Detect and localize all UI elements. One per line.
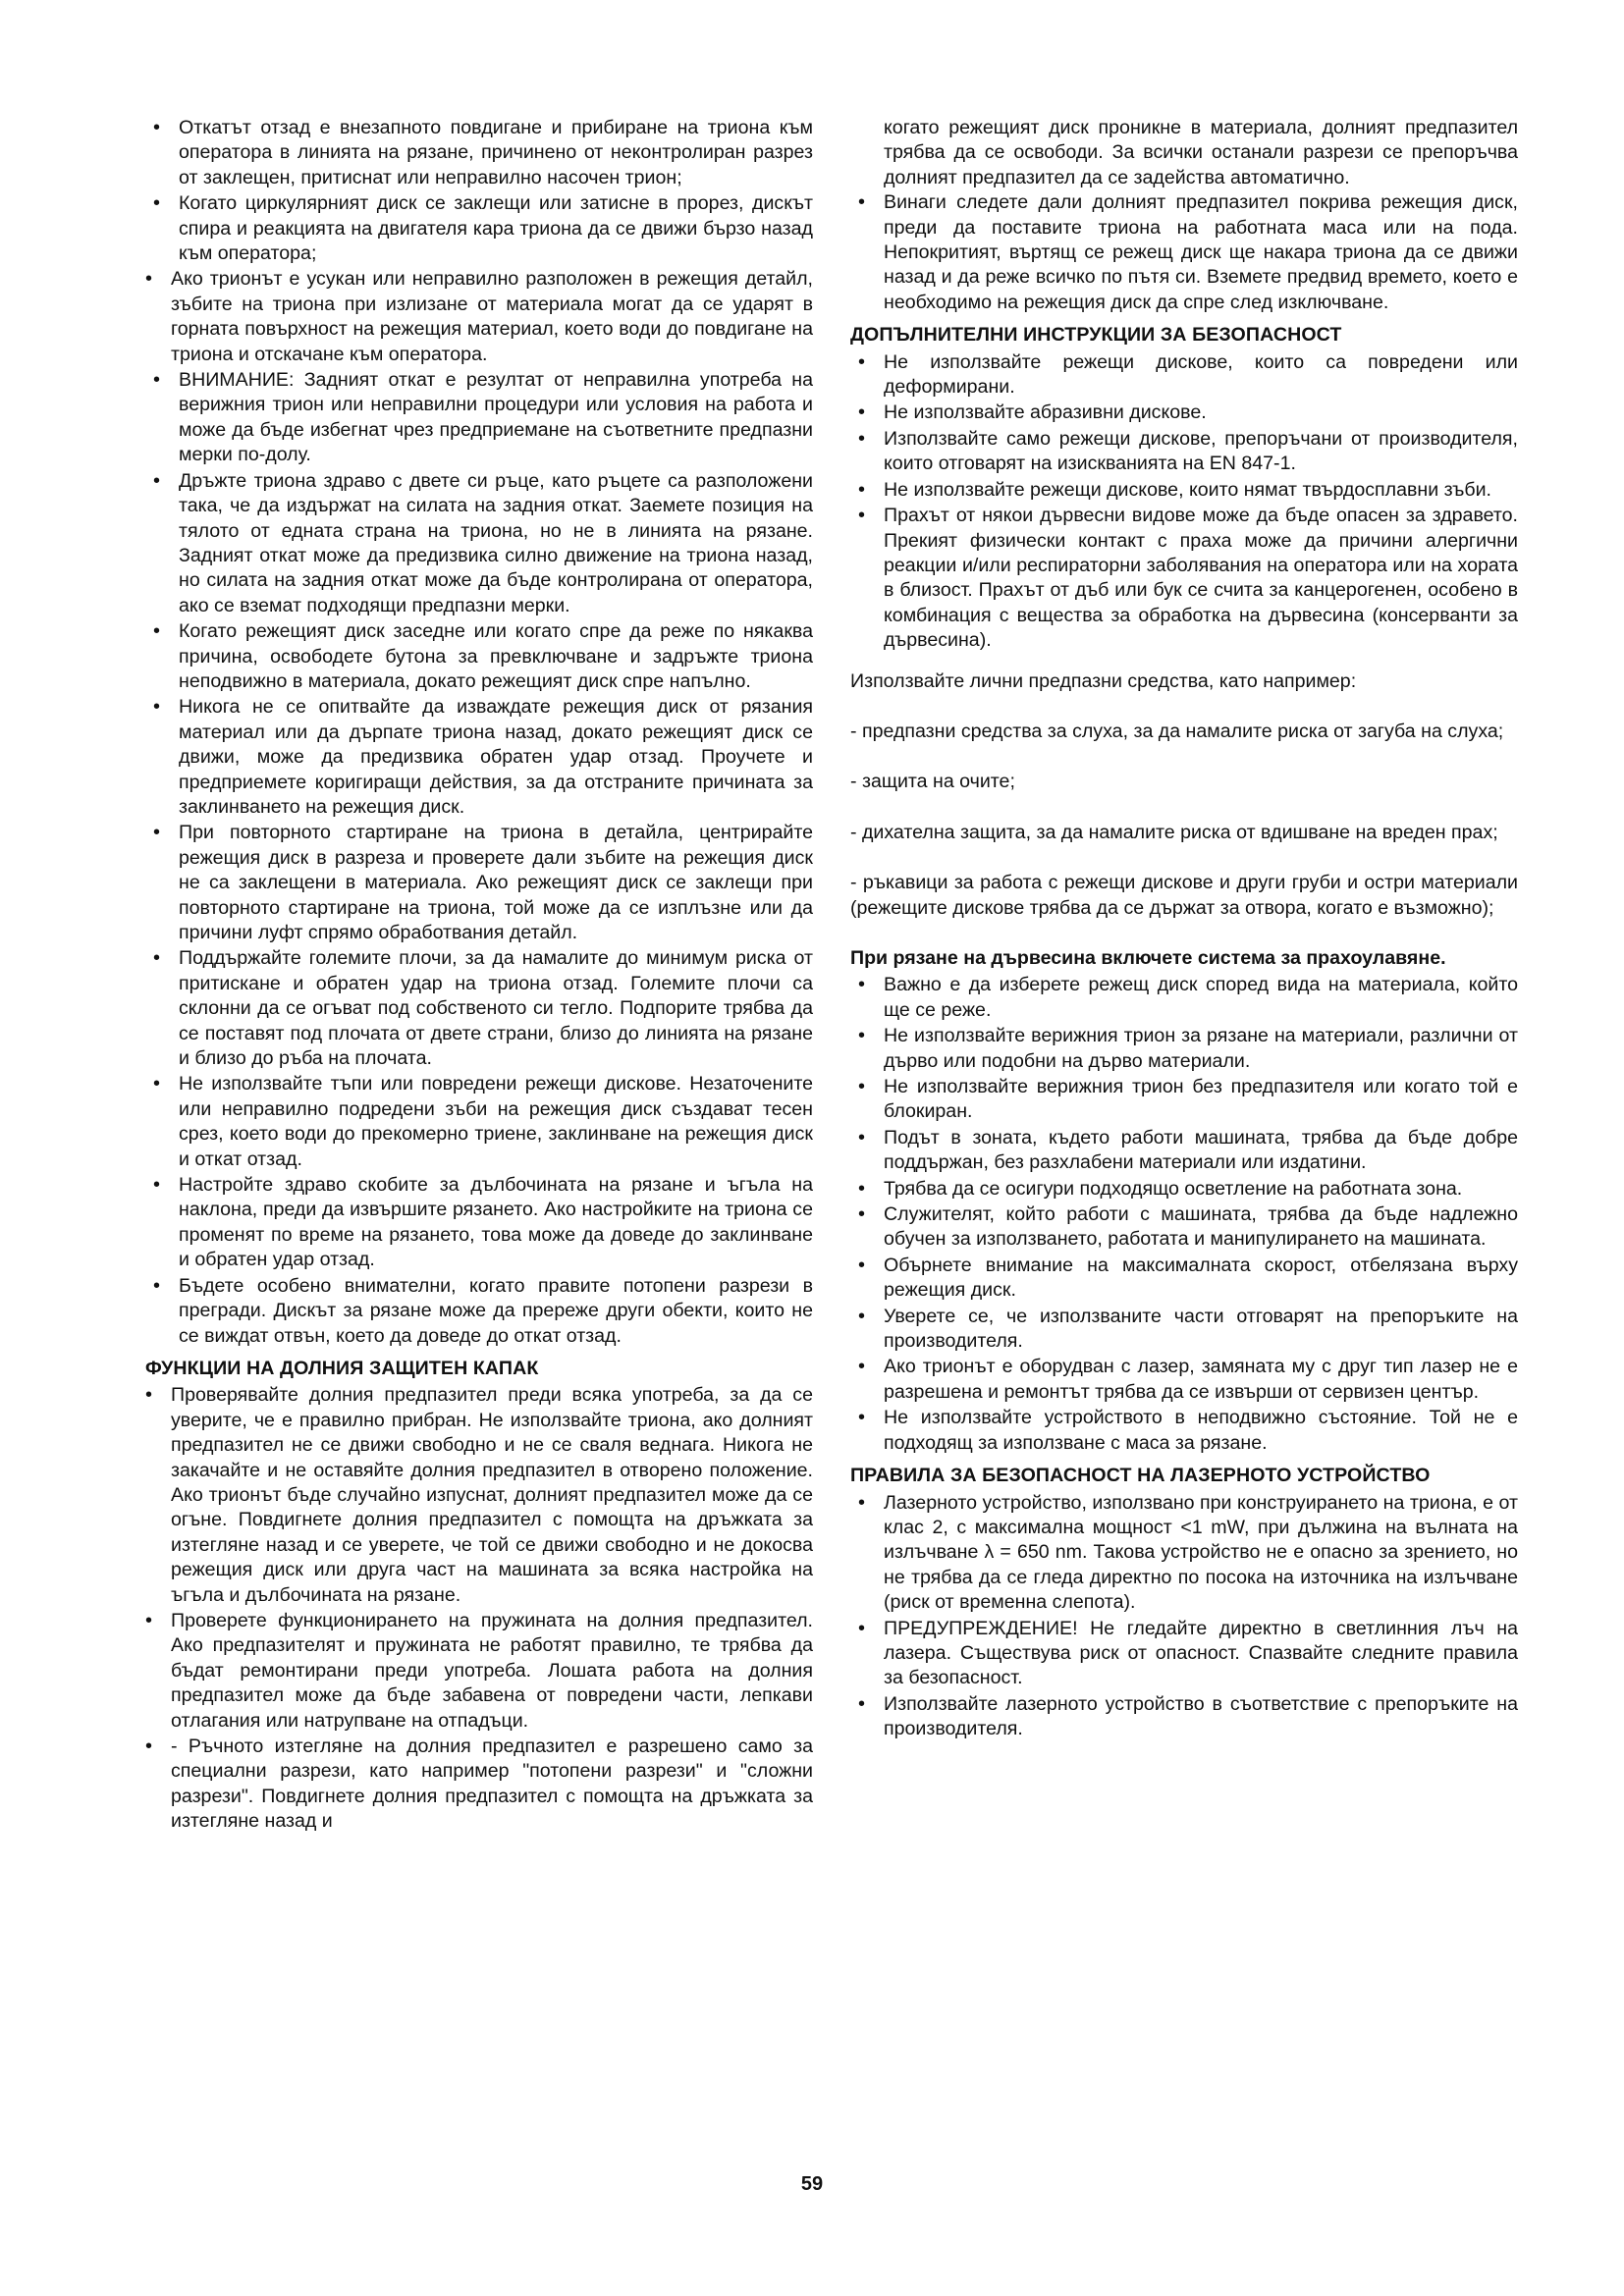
ppe-item: - защита на очите; — [850, 771, 1015, 793]
list-item: • Не използвайте режещи дискове, които са повредени или деформирани. — [850, 350, 1518, 400]
page-number: 59 — [800, 2173, 824, 2195]
list-item: • Ако трионът е усукан или неправилно разположен в режещия детайл, зъбите на триона при излизане от материала могат да се ударят в горната повърхност на режещия материал, което води до повдигане на триона и отскачане към оператора. — [145, 267, 813, 367]
list-item: • Не използвайте абразивни дискове. — [850, 400, 1518, 425]
list-item: • Ако трионът е оборудван с лазер, замяната му с друг тип лазер не е разрешена и ремонтът трябва да се извърши от сервизен център. — [850, 1355, 1518, 1405]
list-item: • Подът в зоната, където работи машината, трябва да бъде добре поддържан, без разхлабени материали или издатини. — [850, 1126, 1518, 1176]
ppe-item: - ръкавици за работа с режещи дискове и други груби и остри материали (режещите дискове трябва да се държат за отвора, когато е възможно); — [850, 872, 1518, 919]
list-item: • Когато режещият диск заседне или когато спре да реже по някаква причина, освободете бутона за превключване и задръжте триона неподвижно в материала, докато режещият диск спре напълно. — [145, 619, 813, 694]
dust-extraction-text: При рязане на дървесина включете система за прахоулавяне. — [850, 946, 1446, 969]
list-item: • ПРЕДУПРЕЖДЕНИЕ! Не гледайте директно в светлинния лъч на лазера. Съществува риск от опасност. Спазвайте следните правила за безопасност. — [850, 1617, 1518, 1691]
list-item: • Откатът отзад е внезапното повдигане и прибиране на триона към оператора в линията на рязане, причинено от неконтролиран разрез от заклещен, притиснат или неправилно насочен трион; — [145, 116, 813, 190]
list-item: • Прахът от някои дървесни видове може да бъде опасен за здравето. Прекият физически контакт с праха може да причини алергични реакции и/или респираторни заболявания на оператора или на хората в близост. Прахът от дъб или бук се счита за канцерогенен, особено в комбинация с вещества за обработка на дървесина (консерванти за дървесина). — [850, 504, 1518, 653]
continued-text: когато режещият диск проникне в материала, долният предпазител трябва да се освободи. За всички останали разрези се препоръчва долният предпазител да се задейства автоматично. — [884, 117, 1518, 188]
list-item: • Използвайте само режещи дискове, препоръчани от производителя, които отговарят на изискванията на EN 847-1. — [850, 427, 1518, 477]
list-item: • Не използвайте тъпи или повредени режещи дискове. Незаточените или неправилно подредени зъби на режещия диск създават тесен срез, което води до прекомерно триене, заклинване на режещия диск и откат отзад. — [145, 1072, 813, 1172]
list-item: • Важно е да изберете режещ диск според вида на материала, който ще се реже. — [850, 973, 1518, 1023]
lower-guard-list — [145, 1383, 813, 1834]
additional-instructions-list — [850, 350, 1518, 654]
list-item: • Проверявайте долния предпазител преди всяка употреба, за да се уверите, че е правилно прибран. Не използвайте триона, ако долният предпазител не се движи свободно и не се сваля веднага. Никога не закачайте и не оставяйте долния предпазител в отворено положение. Ако трионът бъде случайно изпуснат, долният предпазител може да се огъне. Повдигнете долния предпазител с помощта на дръжката за изтегляне назад и се уверете, че той се движи свободно и не докосва режещия диск или друга част на машината за всяка настройка на ъгъла и дълбочината на рязане. — [145, 1383, 813, 1608]
list-item: • Обърнете внимание на максималната скорост, отбелязана върху режещия диск. — [850, 1254, 1518, 1304]
guard-cover-list — [850, 190, 1518, 315]
list-item: • Поддържайте големите плочи, за да намалите до минимум риска от притискане и обратен удар на триона отзад. Големите плочи са склонни да се огъват под собственото си тегло. Подпорите трябва да се поставят под плочата от двете страни, близо до линията на рязане и близо до ръба на плочата. — [145, 946, 813, 1071]
list-item: • Бъдете особено внимателни, когато правите потопени разрези в прегради. Дискът за рязане може да прережe други обекти, които не се виждат отвън, което да доведе до откат отзад. — [145, 1274, 813, 1349]
list-item: • Използвайте лазерното устройство в съответствие с препоръките на производителя. — [850, 1692, 1518, 1742]
list-item: • Настройте здраво скобите за дълбочината на рязане и ъгъла на наклона, преди да извършите рязането. Ако настройките на триона се променят по време на рязането, това може да доведе до заклинване и обратен удар отзад. — [145, 1173, 813, 1273]
list-item: • Не използвайте режещи дискове, които нямат твърдосплавни зъби. — [850, 478, 1518, 503]
section-heading-laser: ПРАВИЛА ЗА БЕЗОПАСНОСТ НА ЛАЗЕРНОТО УСТРОЙСТВО — [850, 1465, 1431, 1487]
general-safety-list — [850, 973, 1518, 1456]
list-item: • Никога не се опитвайте да изваждате режещия диск от рязания материал или да дърпате триона назад, докато режещият диск се движи, може да предизвика обратен удар отзад. Проучете и предприемете коригиращи действия, за да отстраните причината за заклинването на режещия диск. — [145, 695, 813, 820]
list-item: • Трябва да се осигури подходящо осветление на работната зона. — [850, 1177, 1518, 1201]
ppe-item: - предпазни средства за слуха, за да намалите риска от загуба на слуха; — [850, 720, 1504, 742]
list-item: • Не използвайте верижния трион без предпазителя или когато той е блокиран. — [850, 1075, 1518, 1125]
ppe-intro: Използвайте лични предпазни средства, като например: — [850, 669, 1357, 692]
list-item: • Уверете се, че използваните части отговарят на препоръките на производителя. — [850, 1305, 1518, 1355]
list-item: • Не използвайте верижния трион за рязане на материали, различни от дърво или подобни на дърво материали. — [850, 1024, 1518, 1074]
list-item: • Не използвайте устройството в неподвижно състояние. Той не е подходящ за използване с маса за рязане. — [850, 1406, 1518, 1456]
list-item: • Винаги следете дали долният предпазител покрива режещия диск, преди да поставите триона на работната маса или на пода. Непокритият, въртящ се режещ диск ще накара триона да се движи назад и да реже всичко по пътя си. Вземете предвид времето, което е необходимо на режещия диск да спре след изключване. — [850, 190, 1518, 315]
right-column — [850, 116, 1518, 1743]
kickback-list — [145, 116, 813, 1349]
list-item: • Служителят, който работи с машината, трябва да бъде надлежно обучен за използването, работата и манипулирането на машината. — [850, 1202, 1518, 1253]
manual-page — [145, 116, 1516, 2187]
list-item: • ВНИМАНИЕ: Задният откат е резултат от неправилна употреба на верижния трион или неправилни процедури или условия на работа и може да бъде избегнат чрез предприемане на съответните предпазни мерки по-долу. — [145, 368, 813, 468]
list-item: • При повторното стартиране на триона в детайла, центрирайте режещия диск в разреза и проверете дали зъбите на режещия диск не са заклещени в материала. Ако режещият диск се заклещи при повторното стартиране на триона, той може да се изплъзне или да причини луфт спрямо обработвания детайл. — [145, 821, 813, 945]
list-item: • Дръжте триона здраво с двете си ръце, като ръцете са разположени така, че да издържат на силата на задния откат. Заемете позиция на тялото от едната страна на триона, но не в линията на рязане. Задният откат може да предизвика силно движение на триона назад, но силата на задния откат може да бъде контролирана от оператора, ако се вземат подходящи предпазни мерки. — [145, 469, 813, 618]
list-item: • Лазерното устройство, използвано при конструирането на триона, е от клас 2, с максимална мощност <1 mW, при дължина на вълната на излъчване λ = 650 nm. Такова устройство не е опасно за зрението, но не трябва да се гледа директно по посока на източника на излъчване (риск от временна слепота). — [850, 1491, 1518, 1616]
left-column — [145, 116, 813, 1836]
list-item: • Проверете функционирането на пружината на долния предпазител. Ако предпазителят и пружината не работят правилно, те трябва да бъдат ремонтирани преди употреба. Лошата работа на долния предпазител може да бъде забавена от повредени части, лепкави отлагания или натрупване на отпадъци. — [145, 1609, 813, 1734]
section-heading-lower-guard: ФУНКЦИИ НА ДОЛНИЯ ЗАЩИТЕН КАПАК — [145, 1357, 539, 1379]
list-item: • Когато циркулярният диск се заклещи или затисне в прорез, дискът спира и реакцията на двигателя кара триона да се движи бързо назад към оператора; — [145, 191, 813, 266]
ppe-item: - дихателна защита, за да намалите риска от вдишване на вреден прах; — [850, 821, 1498, 843]
list-item: • - Ръчното изтегляне на долния предпазител е разрешено само за специални разрези, като например "потопени разрези" и "сложни разрези". Повдигнете долния предпазител с помощта на дръжката за изтегляне назад и — [145, 1735, 813, 1835]
laser-safety-list — [850, 1491, 1518, 1742]
dust-extraction-note — [850, 946, 1518, 971]
section-heading-additional: ДОПЪЛНИТЕЛНИ ИНСТРУКЦИИ ЗА БЕЗОПАСНОСТ — [850, 324, 1342, 347]
